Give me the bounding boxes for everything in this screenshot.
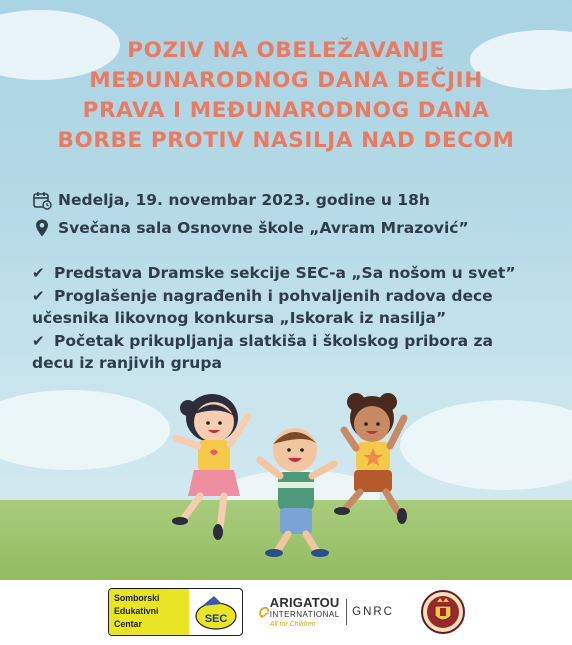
arigatou-text <box>270 592 340 632</box>
title-line: MEĐUNARODNOG DANA DEČJIH <box>89 68 483 93</box>
list-item-text: učesnika likovnog konkursa „Iskorak iz nasilja” <box>32 309 447 327</box>
sec-logo-text <box>109 589 189 635</box>
poster-title <box>0 36 572 156</box>
arigatou-logo <box>258 592 394 632</box>
location-pin-icon <box>32 218 52 238</box>
calendar-icon <box>32 190 52 210</box>
sec-logo-line: Edukativni <box>114 606 159 616</box>
jumping-children-illustration <box>150 378 440 568</box>
sec-emblem-text: SEC <box>204 613 227 625</box>
list-item-text: Početak prikupljanja slatkiša i školskog pribora za <box>54 332 493 350</box>
list-item-text: Proglašenje nagrađenih i pohvaljenih radova dece <box>54 287 493 305</box>
city-crest-icon <box>420 588 466 636</box>
arigatou-tagline: All for Children <box>269 621 316 628</box>
check-icon: ✔ <box>32 287 45 305</box>
arigatou-name: ARIGATOU <box>269 595 340 610</box>
event-date-text: Nedelja, 19. novembar 2023. godine u 18h <box>58 191 430 209</box>
girl-left-figure <box>172 394 248 540</box>
title-line: POZIV NA OBELEŽAVANJE <box>127 38 445 63</box>
event-location-row <box>32 216 552 240</box>
check-icon: ✔ <box>32 264 45 282</box>
check-icon: ✔ <box>32 332 45 350</box>
sec-logo-mark <box>189 589 242 635</box>
event-info <box>32 188 552 240</box>
list-item <box>32 262 552 284</box>
arigatou-mark-icon <box>258 592 270 632</box>
program-list <box>32 262 552 375</box>
event-date-row <box>32 188 552 212</box>
boy-middle-figure <box>260 428 334 557</box>
event-location-text: Svečana sala Osnovne škole „Avram Mrazović” <box>58 219 469 237</box>
sec-logo-line: Centar <box>114 619 142 629</box>
sponsor-footer <box>0 580 572 645</box>
list-item-text: Predstava Dramske sekcije SEC-a „Sa nošom u svet” <box>54 264 516 282</box>
sec-logo <box>108 588 243 636</box>
title-line: BORBE PROTIV NASILJA NAD DECOM <box>57 128 515 153</box>
cloud-decoration <box>0 390 170 470</box>
sec-emblem-icon <box>192 592 240 632</box>
list-item-text: decu iz ranjivih grupa <box>32 354 222 372</box>
girl-right-figure <box>334 393 407 524</box>
title-line: PRAVA I MEĐUNARODNOG DANA <box>82 98 490 123</box>
sec-logo-line: Somborski <box>114 593 160 603</box>
list-item <box>32 285 552 329</box>
list-item <box>32 330 552 374</box>
arigatou-sub: INTERNATIONAL <box>269 610 340 619</box>
gnrc-label: GNRC <box>352 606 394 618</box>
